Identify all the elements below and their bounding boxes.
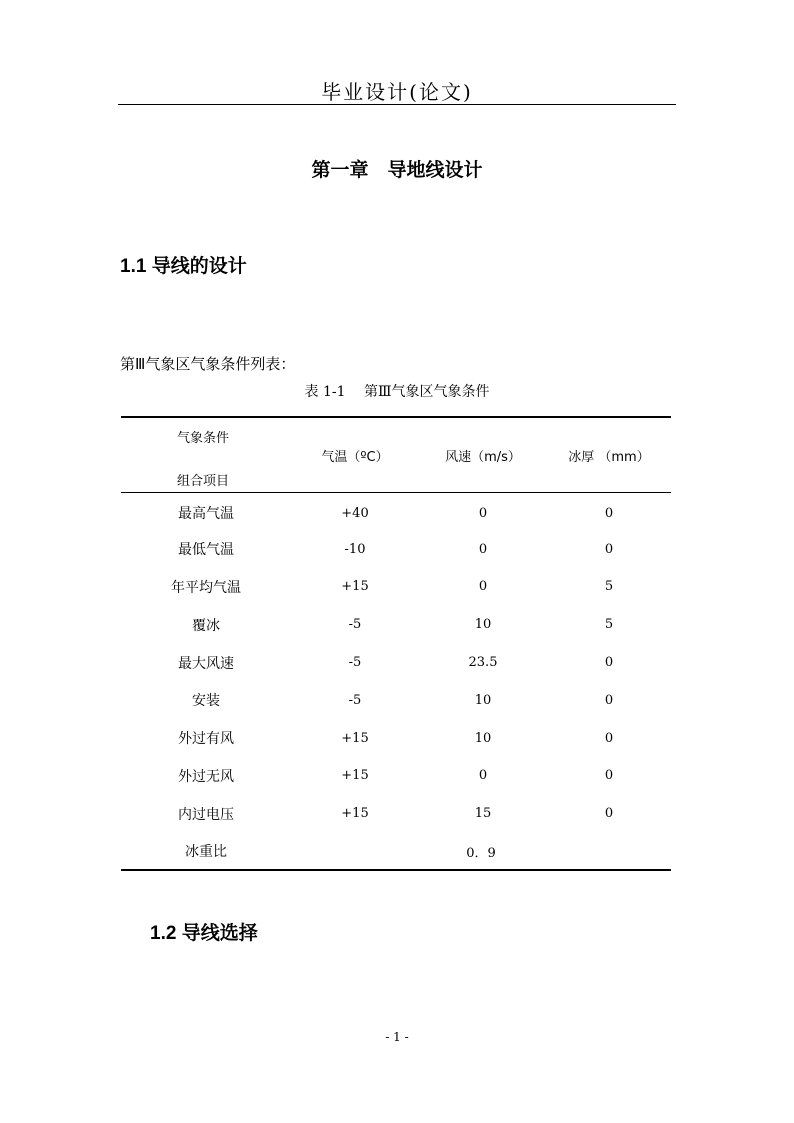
intro-paragraph: 第Ⅲ气象区气象条件列表： bbox=[120, 355, 296, 373]
weather-conditions-table bbox=[121, 416, 671, 871]
condition-name: 内过电压 bbox=[178, 806, 234, 823]
condition-name: 最低气温 bbox=[178, 542, 234, 559]
table-row bbox=[121, 530, 671, 568]
condition-name: 年平均气温 bbox=[171, 579, 241, 596]
table-row bbox=[121, 568, 671, 606]
condition-name: 最高气温 bbox=[178, 506, 234, 523]
ice-thickness-value: 0 bbox=[604, 768, 614, 784]
wind-speed-value: 15 bbox=[474, 806, 492, 822]
table-body bbox=[121, 493, 671, 871]
table-row bbox=[121, 681, 671, 719]
condition-name: 最大风速 bbox=[178, 655, 234, 672]
table-header-row bbox=[121, 417, 671, 493]
ice-ratio-label: 冰重比 bbox=[185, 844, 227, 861]
page-header-title: 毕业设计(论文) bbox=[321, 80, 473, 104]
temperature-header: 气温（ºC） bbox=[321, 449, 389, 465]
condition-name: 外过有风 bbox=[178, 731, 234, 748]
chapter-title: 第一章 导地线设计 bbox=[311, 159, 483, 181]
ice-thickness-value: 0 bbox=[604, 806, 614, 822]
temperature-value: +40 bbox=[341, 505, 369, 521]
temperature-value: +15 bbox=[341, 730, 369, 746]
wind-speed-header: 风速（m/s） bbox=[445, 449, 521, 465]
header-divider bbox=[118, 104, 676, 105]
table-row bbox=[121, 606, 671, 644]
corner-header-cell bbox=[121, 417, 291, 493]
ice-thickness-value: 5 bbox=[604, 617, 614, 633]
temperature-value: +15 bbox=[341, 579, 369, 595]
ice-ratio-row bbox=[121, 833, 671, 871]
ice-thickness-header: 冰厚 （mm） bbox=[568, 449, 650, 465]
temperature-value: -5 bbox=[348, 692, 362, 708]
ice-thickness-value: 0 bbox=[604, 655, 614, 671]
temperature-value: -5 bbox=[348, 617, 362, 633]
ice-thickness-value: 0 bbox=[604, 505, 614, 521]
wind-speed-value: 10 bbox=[474, 730, 492, 746]
ice-thickness-value: 0 bbox=[604, 541, 614, 557]
temperature-value: +15 bbox=[341, 768, 369, 784]
ice-thickness-value: 5 bbox=[604, 579, 614, 595]
wind-speed-value: 10 bbox=[474, 617, 492, 633]
corner-header-top: 气象条件 bbox=[177, 431, 230, 446]
table-row bbox=[121, 644, 671, 682]
wind-speed-value: 0 bbox=[478, 768, 488, 784]
corner-header-bottom: 组合项目 bbox=[177, 474, 230, 489]
condition-name: 覆冰 bbox=[192, 617, 220, 634]
table-row bbox=[121, 757, 671, 795]
wind-speed-value: 0 bbox=[478, 579, 488, 595]
section-heading-1-1: 1.1 导线的设计 bbox=[120, 256, 247, 277]
wind-speed-value: 0 bbox=[478, 505, 488, 521]
wind-speed-value: 10 bbox=[474, 692, 492, 708]
table-row bbox=[121, 719, 671, 757]
temperature-value: -5 bbox=[348, 655, 362, 671]
section-heading-1-2: 1.2 导线选择 bbox=[150, 923, 258, 944]
page-number: - 1 - bbox=[385, 1030, 409, 1044]
temperature-value: +15 bbox=[341, 806, 369, 822]
condition-name: 安装 bbox=[192, 693, 220, 710]
table-row bbox=[121, 493, 671, 531]
condition-name: 外过无风 bbox=[178, 768, 234, 785]
ice-thickness-value: 0 bbox=[604, 730, 614, 746]
ice-ratio-value: 0．9 bbox=[466, 845, 496, 861]
wind-speed-value: 0 bbox=[478, 541, 488, 557]
wind-speed-value: 23.5 bbox=[468, 655, 498, 671]
table-row bbox=[121, 795, 671, 833]
table-caption: 表 1-1 第Ⅲ气象区气象条件 bbox=[304, 384, 490, 400]
ice-thickness-value: 0 bbox=[604, 692, 614, 708]
temperature-value: -10 bbox=[344, 541, 366, 557]
